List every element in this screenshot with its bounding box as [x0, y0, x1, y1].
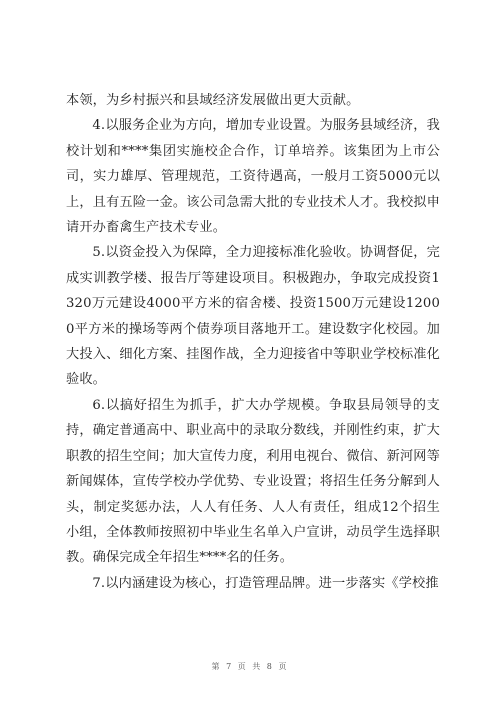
- body-text: [66, 88, 440, 596]
- paragraph-item-6: 6.以搞好招生为抓手，扩大办学规模。争取县局领导的支持，确定普通高中、职业高中的录取分数线，并刚性约束，扩大职教的招生空间；加大宣传力度，利用电视台、微信、新河网等新闻媒体，宣传学校办学优势、专业设置；将招生任务分解到人头，制定奖惩办法，人人有任务、人人有责任，组成12个招生小组，全体教师按照初中毕业生名单入户宣讲，动员学生选择职教。确保完成全年招生****名的任务。: [66, 397, 440, 566]
- paragraph-item-4: 4.以服务企业为方向，增加专业设置。为服务县域经济，我校计划和****集团实施校企合作，订单培养。该集团为上市公司，实力雄厚、管理规范，工资待遇高，一般月工资5000元以上，且有五险一金。该公司急需大批的专业技术人才。我校拟申请开办畜禽生产技术专业。: [66, 118, 440, 236]
- page-footer: 第 7 页 共 8 页: [211, 662, 289, 671]
- paragraph-continuation: 本领，为乡村振兴和县域经济发展做出更大贡献。: [66, 93, 360, 108]
- paragraph-item-7: 7.以内涵建设为核心，打造管理品牌。进一步落实《学校推: [92, 575, 439, 591]
- paragraph-item-5: 5.以资金投入为保障，全力迎接标准化验收。协调督促，完成实训教学楼、报告厅等建设项目。积极跑办，争取完成投资1320万元建设4000平方米的宿舍楼、投资1500万元建设12000平方米的操场等两个债券项目落地开工。建设数字化校园。加大投入、细化方案、挂图作战，全力迎接省中等职业学校标准化验收。: [66, 245, 440, 388]
